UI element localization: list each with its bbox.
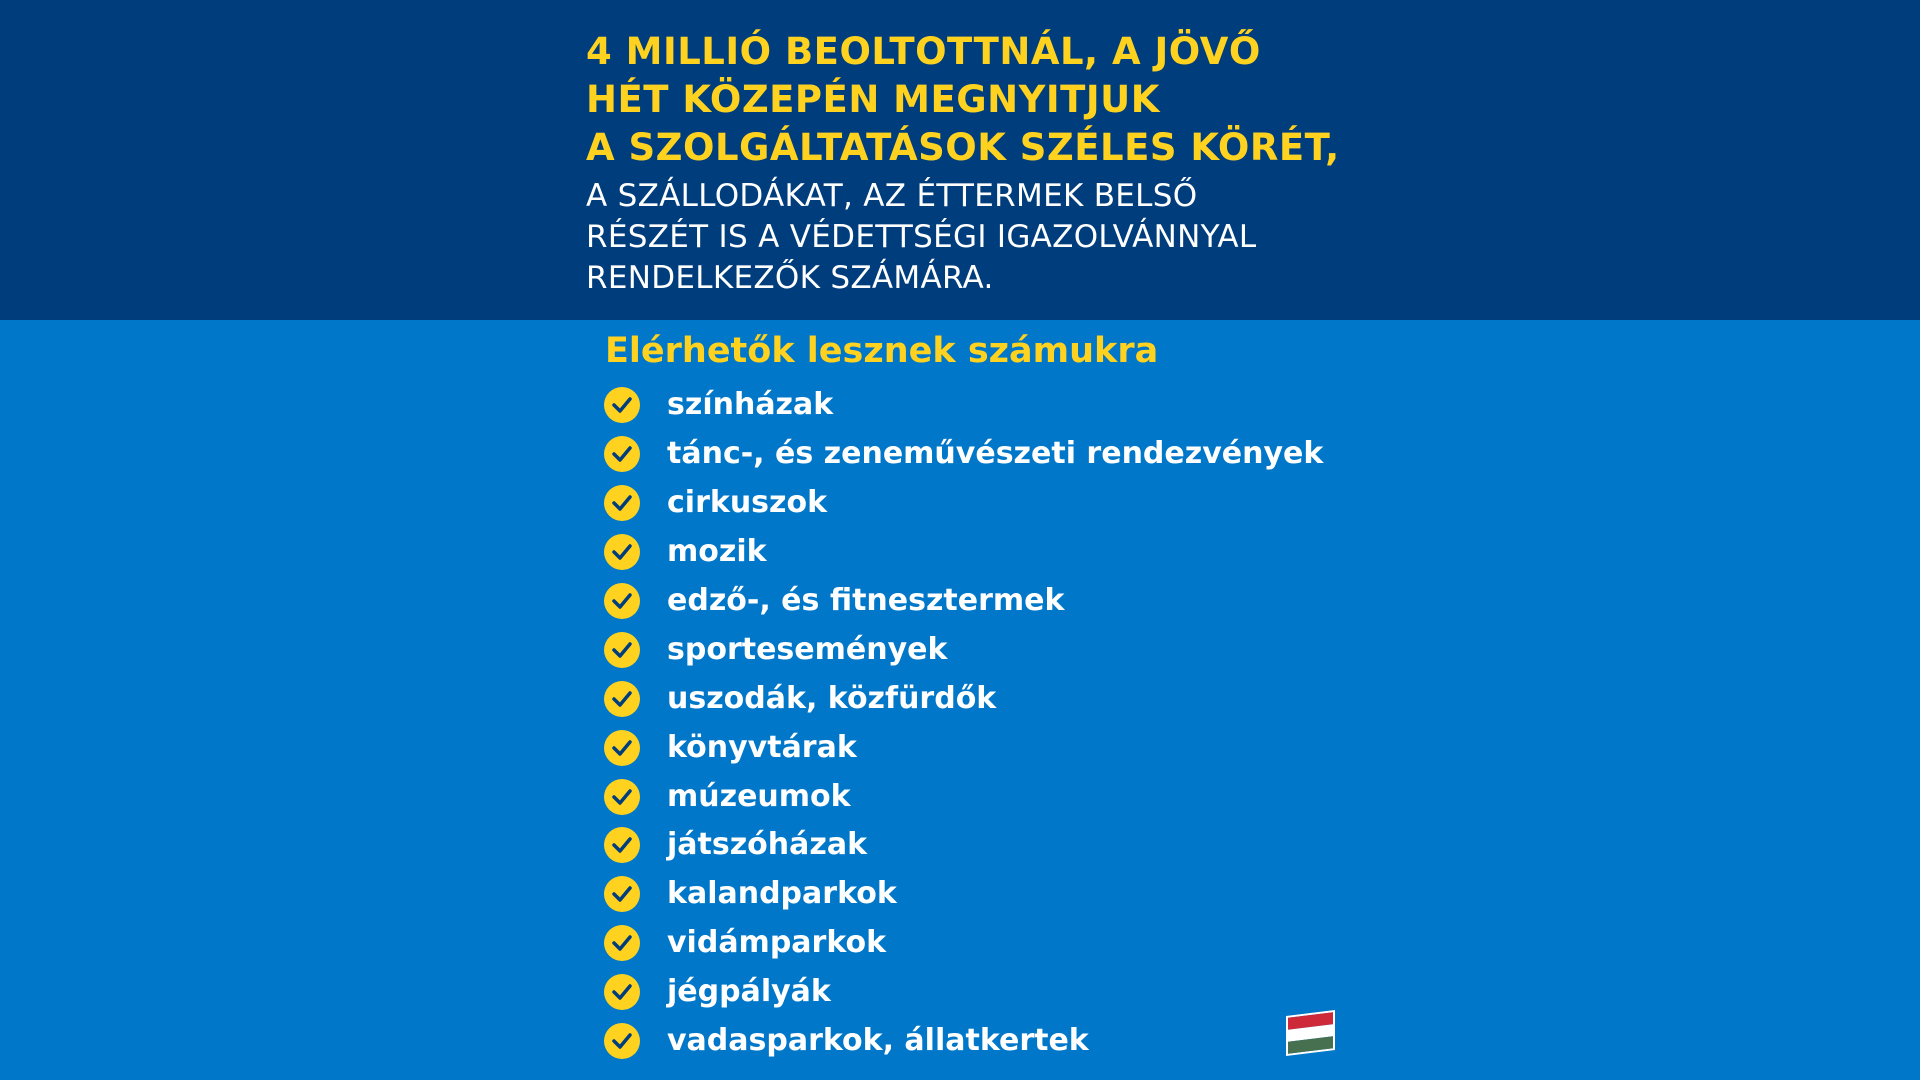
check-circle-icon	[604, 534, 640, 570]
check-circle-icon	[604, 436, 640, 472]
check-circle-icon	[604, 1023, 640, 1059]
subheadline-line: A SZÁLLODÁKAT, AZ ÉTTERMEK BELSŐ	[586, 178, 1198, 214]
list-item-label: mozik	[667, 534, 767, 570]
list-item-label: könyvtárak	[667, 729, 857, 765]
list-item	[604, 919, 1323, 968]
list-item	[604, 430, 1323, 479]
headline-line: 4 MILLIÓ BEOLTOTTNÁL, A JÖVŐ	[586, 30, 1261, 73]
list-item-label: vadasparkok, állatkertek	[667, 1023, 1089, 1059]
headline-line: HÉT KÖZEPÉN MEGNYITJUK	[586, 78, 1160, 121]
check-circle-icon	[604, 681, 640, 717]
check-circle-icon	[604, 925, 640, 961]
list-item	[604, 723, 1323, 772]
list-item-label: sportesemények	[667, 631, 948, 667]
list-item	[604, 381, 1323, 430]
list-item	[604, 968, 1323, 1017]
check-circle-icon	[604, 387, 640, 423]
check-circle-icon	[604, 583, 640, 619]
headline-line: A SZOLGÁLTATÁSOK SZÉLES KÖRÉT,	[586, 126, 1340, 169]
list-item	[604, 821, 1323, 870]
check-circle-icon	[604, 974, 640, 1010]
check-circle-icon	[604, 827, 640, 863]
list-item-label: jégpályák	[667, 974, 831, 1010]
list-item-label: színházak	[667, 387, 834, 423]
check-circle-icon	[604, 632, 640, 668]
check-circle-icon	[604, 730, 640, 766]
list-item-label: uszodák, közfürdők	[667, 680, 997, 716]
list-item	[604, 479, 1323, 528]
subheadline-line: RENDELKEZŐK SZÁMÁRA.	[586, 260, 994, 296]
venue-list	[604, 381, 1323, 1065]
list-item	[604, 1017, 1323, 1066]
list-item	[604, 625, 1323, 674]
list-item	[604, 528, 1323, 577]
headline	[586, 28, 1366, 172]
check-circle-icon	[604, 779, 640, 815]
check-circle-icon	[604, 485, 640, 521]
list-title: Elérhetők lesznek számukra	[605, 331, 1159, 371]
hungarian-flag-icon	[1286, 1010, 1335, 1056]
list-item	[604, 674, 1323, 723]
subheadline-line: RÉSZÉT IS A VÉDETTSÉGI IGAZOLVÁNNYAL	[586, 219, 1257, 255]
list-item-label: cirkuszok	[667, 485, 828, 521]
list-item	[604, 772, 1323, 821]
list-item-label: tánc-, és zeneművészeti rendezvények	[667, 436, 1324, 472]
list-item	[604, 870, 1323, 919]
list-item-label: vidámparkok	[667, 925, 887, 961]
list-item	[604, 577, 1323, 626]
check-circle-icon	[604, 876, 640, 912]
subheadline	[586, 176, 1366, 299]
list-item-label: játszóházak	[667, 827, 868, 863]
list-item-label: kalandparkok	[667, 876, 897, 912]
list-item-label: edző-, és fitnesztermek	[667, 583, 1065, 618]
list-item-label: múzeumok	[667, 778, 851, 814]
